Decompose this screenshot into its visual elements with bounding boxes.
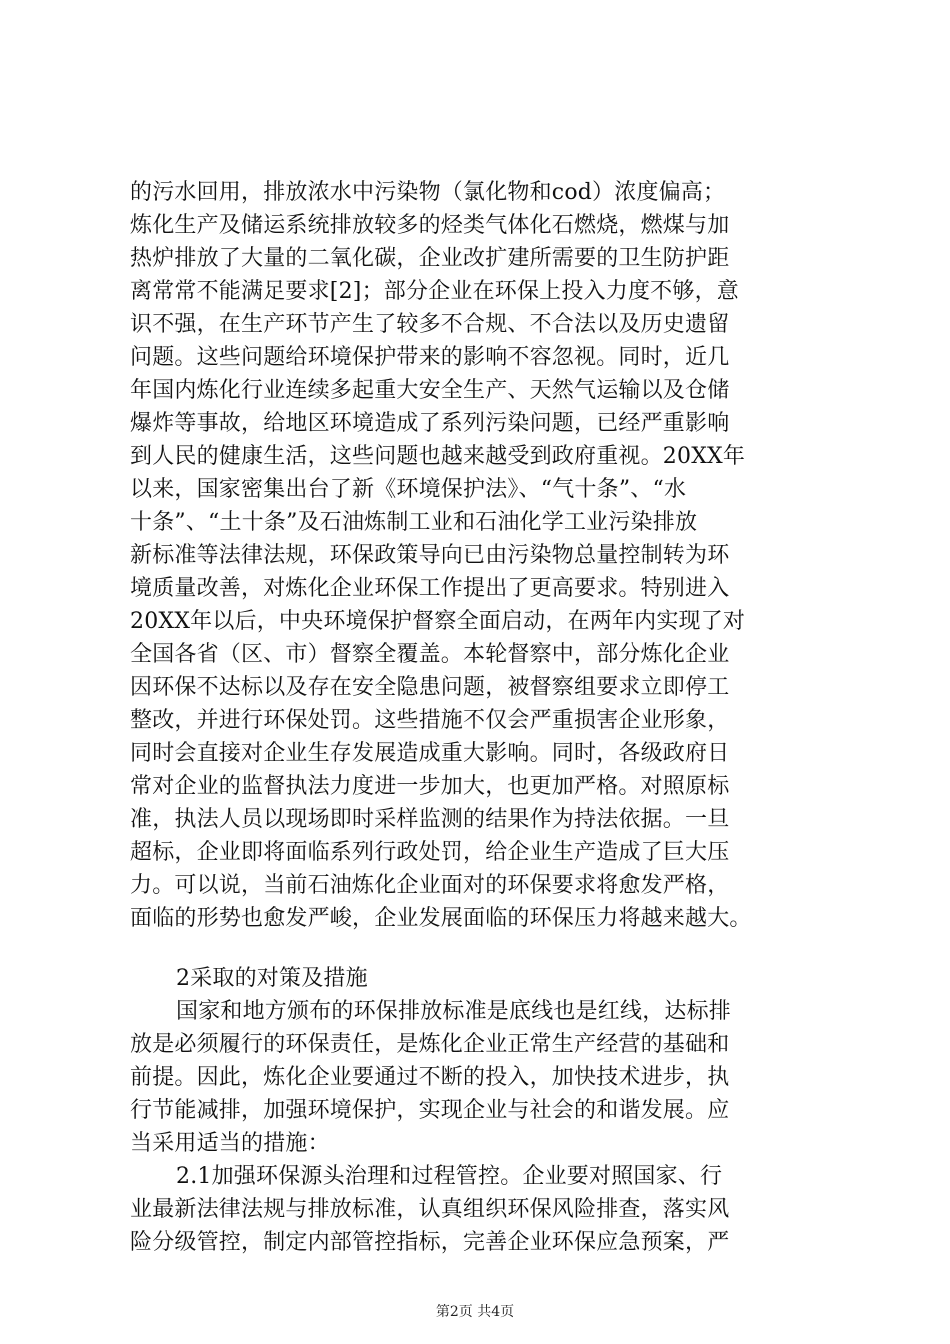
body-text-line: 到人民的健康生活，这些问题也越来越受到政府重视。20XX年 xyxy=(130,444,746,469)
body-text-line: 常对企业的监督执法力度进一步加大，也更加严格。对照原标 xyxy=(130,774,730,799)
body-text-line: 全国各省（区、市）督察全覆盖。本轮督察中，部分炼化企业 xyxy=(130,642,730,667)
body-text-line: 20XX年以后，中央环境保护督察全面启动，在两年内实现了对 xyxy=(130,609,746,634)
body-text-line: 2.1加强环保源头治理和过程管控。企业要对照国家、行 xyxy=(176,1164,723,1189)
body-text-line: 整改，并进行环保处罚。这些措施不仅会严重损害企业形象， xyxy=(130,708,730,733)
body-text-line: 当采用适当的措施： xyxy=(130,1131,330,1156)
body-text-line: 问题。这些问题给环境保护带来的影响不容忽视。同时，近几 xyxy=(130,345,730,370)
body-text-line: 险分级管控，制定内部管控指标，完善企业环保应急预案，严 xyxy=(130,1230,730,1255)
body-text-line: 离常常不能满足要求[2]；部分企业在环保上投入力度不够，意 xyxy=(130,279,739,304)
body-text-line: 业最新法律法规与排放标准，认真组织环保风险排查，落实风 xyxy=(130,1197,730,1222)
body-text-line: 识不强，在生产环节产生了较多不合规、不合法以及历史遗留 xyxy=(130,312,730,337)
body-text-line: 面临的形势也愈发严峻，企业发展面临的环保压力将越来越大。 xyxy=(130,906,752,931)
body-text-line: 国家和地方颁布的环保排放标准是底线也是红线，达标排 xyxy=(176,999,732,1024)
section-heading: 2采取的对策及措施 xyxy=(176,966,368,991)
body-text-line: 放是必须履行的环保责任，是炼化企业正常生产经营的基础和 xyxy=(130,1032,730,1057)
body-text-line: 因环保不达标以及存在安全隐患问题，被督察组要求立即停工 xyxy=(130,675,730,700)
body-text-line: 境质量改善，对炼化企业环保工作提出了更高要求。特别进入 xyxy=(130,576,730,601)
body-text-line: 超标，企业即将面临系列行政处罚，给企业生产造成了巨大压 xyxy=(130,840,730,865)
body-text-line: 的污水回用，排放浓水中污染物（氯化物和cod）浓度偏高； xyxy=(130,180,726,205)
body-text-line: 以来，国家密集出台了新《环境保护法》、“气十条”、“水 xyxy=(130,477,687,502)
body-text-line: 行节能减排，加强环境保护，实现企业与社会的和谐发展。应 xyxy=(130,1098,730,1123)
body-text-line: 力。可以说，当前石油炼化企业面对的环保要求将愈发严格， xyxy=(130,873,730,898)
body-text-line: 爆炸等事故，给地区环境造成了系列污染问题，已经严重影响 xyxy=(130,411,730,436)
body-text-line: 新标准等法律法规，环保政策导向已由污染物总量控制转为环 xyxy=(130,543,730,568)
body-text-line: 十条”、“土十条”及石油炼制工业和石油化学工业污染排放 xyxy=(130,510,698,535)
body-text-line: 热炉排放了大量的二氧化碳，企业改扩建所需要的卫生防护距 xyxy=(130,246,730,271)
body-text-line: 同时会直接对企业生存发展造成重大影响。同时，各级政府日 xyxy=(130,741,730,766)
body-text-line: 准，执法人员以现场即时采样监测的结果作为持法依据。一旦 xyxy=(130,807,730,832)
body-text-line: 炼化生产及储运系统排放较多的烃类气体化石燃烧，燃煤与加 xyxy=(130,213,730,238)
body-text-line: 年国内炼化行业连续多起重大安全生产、天然气运输以及仓储 xyxy=(130,378,730,403)
page-footer: 第2页 共4页 xyxy=(435,1304,515,1320)
body-text-line: 前提。因此，炼化企业要通过不断的投入，加快技术进步，执 xyxy=(130,1065,730,1090)
